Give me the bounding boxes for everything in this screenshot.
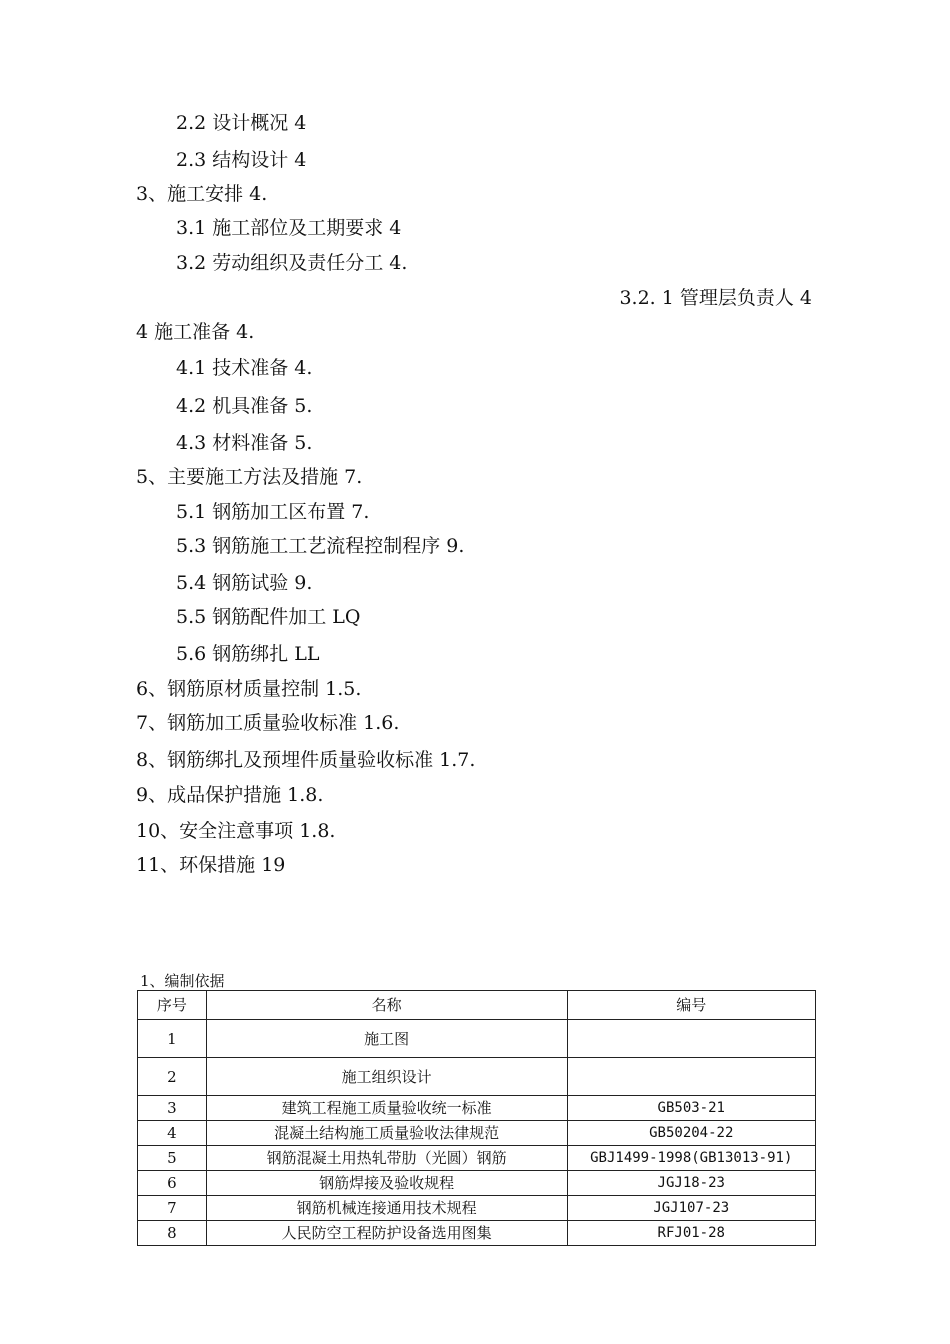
toc-entry-5-6[interactable]: 5.6 钢筋绑扎 LL [176,643,320,665]
toc-entry-4-2[interactable]: 4.2 机具准备 5. [176,395,313,417]
table-row [138,1096,816,1121]
table-row [138,1020,816,1058]
cell-code: RFJ01-28 [567,1221,815,1246]
toc-entry-3[interactable]: 3、施工安排 4. [136,183,268,205]
toc-entry-5-4[interactable]: 5.4 钢筋试验 9. [176,572,313,594]
table-row [138,1146,816,1171]
table-row [138,1221,816,1246]
toc-entry-6[interactable]: 6、钢筋原材质量控制 1.5. [136,678,362,700]
cell-no: 4 [138,1121,207,1146]
cell-name: 建筑工程施工质量验收统一标准 [206,1096,567,1121]
section-title: 1、编制依据 [140,972,225,990]
toc-entry-10[interactable]: 10、安全注意事项 1.8. [136,820,336,842]
cell-code [567,1058,815,1096]
table-row [138,1171,816,1196]
toc-entry-3-2[interactable]: 3.2 劳动组织及责任分工 4. [176,252,408,274]
toc-entry-8[interactable]: 8、钢筋绑扎及预埋件质量验收标准 1.7. [136,749,476,771]
toc-entry-3-2-1[interactable]: 3.2. 1 管理层负责人 4 [619,287,812,309]
cell-name: 混凝土结构施工质量验收法律规范 [206,1121,567,1146]
cell-no: 3 [138,1096,207,1121]
cell-code: GBJ1499-1998(GB13013-91) [567,1146,815,1171]
cell-name: 钢筋混凝土用热轧带肋（光圆）钢筋 [206,1146,567,1171]
toc-entry-11[interactable]: 11、环保措施 19 [136,854,286,876]
header-name: 名称 [206,991,567,1020]
toc-entry-5-5[interactable]: 5.5 钢筋配件加工 LQ [176,606,361,628]
cell-no: 5 [138,1146,207,1171]
cell-code [567,1020,815,1058]
toc-entry-2-3[interactable]: 2.3 结构设计 4 [176,149,307,171]
toc-entry-3-1[interactable]: 3.1 施工部位及工期要求 4 [176,217,402,239]
toc-entry-5[interactable]: 5、主要施工方法及措施 7. [136,466,363,488]
table-row [138,1058,816,1096]
cell-name: 钢筋机械连接通用技术规程 [206,1196,567,1221]
table-row [138,1196,816,1221]
toc-entry-5-3[interactable]: 5.3 钢筋施工工艺流程控制程序 9. [176,535,465,557]
toc-entry-5-1[interactable]: 5.1 钢筋加工区布置 7. [176,501,370,523]
cell-no: 2 [138,1058,207,1096]
cell-name: 人民防空工程防护设备选用图集 [206,1221,567,1246]
header-no: 序号 [138,991,207,1020]
cell-no: 7 [138,1196,207,1221]
cell-name: 钢筋焊接及验收规程 [206,1171,567,1196]
cell-code: JGJ107-23 [567,1196,815,1221]
cell-no: 8 [138,1221,207,1246]
table-row [138,1121,816,1146]
basis-table [137,990,816,1246]
toc-entry-7[interactable]: 7、钢筋加工质量验收标准 1.6. [136,712,400,734]
cell-name: 施工组织设计 [206,1058,567,1096]
cell-code: GB503-21 [567,1096,815,1121]
cell-no: 6 [138,1171,207,1196]
table-header-row [138,991,816,1020]
cell-name: 施工图 [206,1020,567,1058]
header-code: 编号 [567,991,815,1020]
toc-entry-2-2[interactable]: 2.2 设计概况 4 [176,112,307,134]
cell-no: 1 [138,1020,207,1058]
toc-entry-9[interactable]: 9、成品保护措施 1.8. [136,784,324,806]
toc-entry-4[interactable]: 4 施工准备 4. [136,321,255,343]
cell-code: JGJ18-23 [567,1171,815,1196]
toc-entry-4-1[interactable]: 4.1 技术准备 4. [176,357,313,379]
toc-entry-4-3[interactable]: 4.3 材料准备 5. [176,432,313,454]
cell-code: GB50204-22 [567,1121,815,1146]
